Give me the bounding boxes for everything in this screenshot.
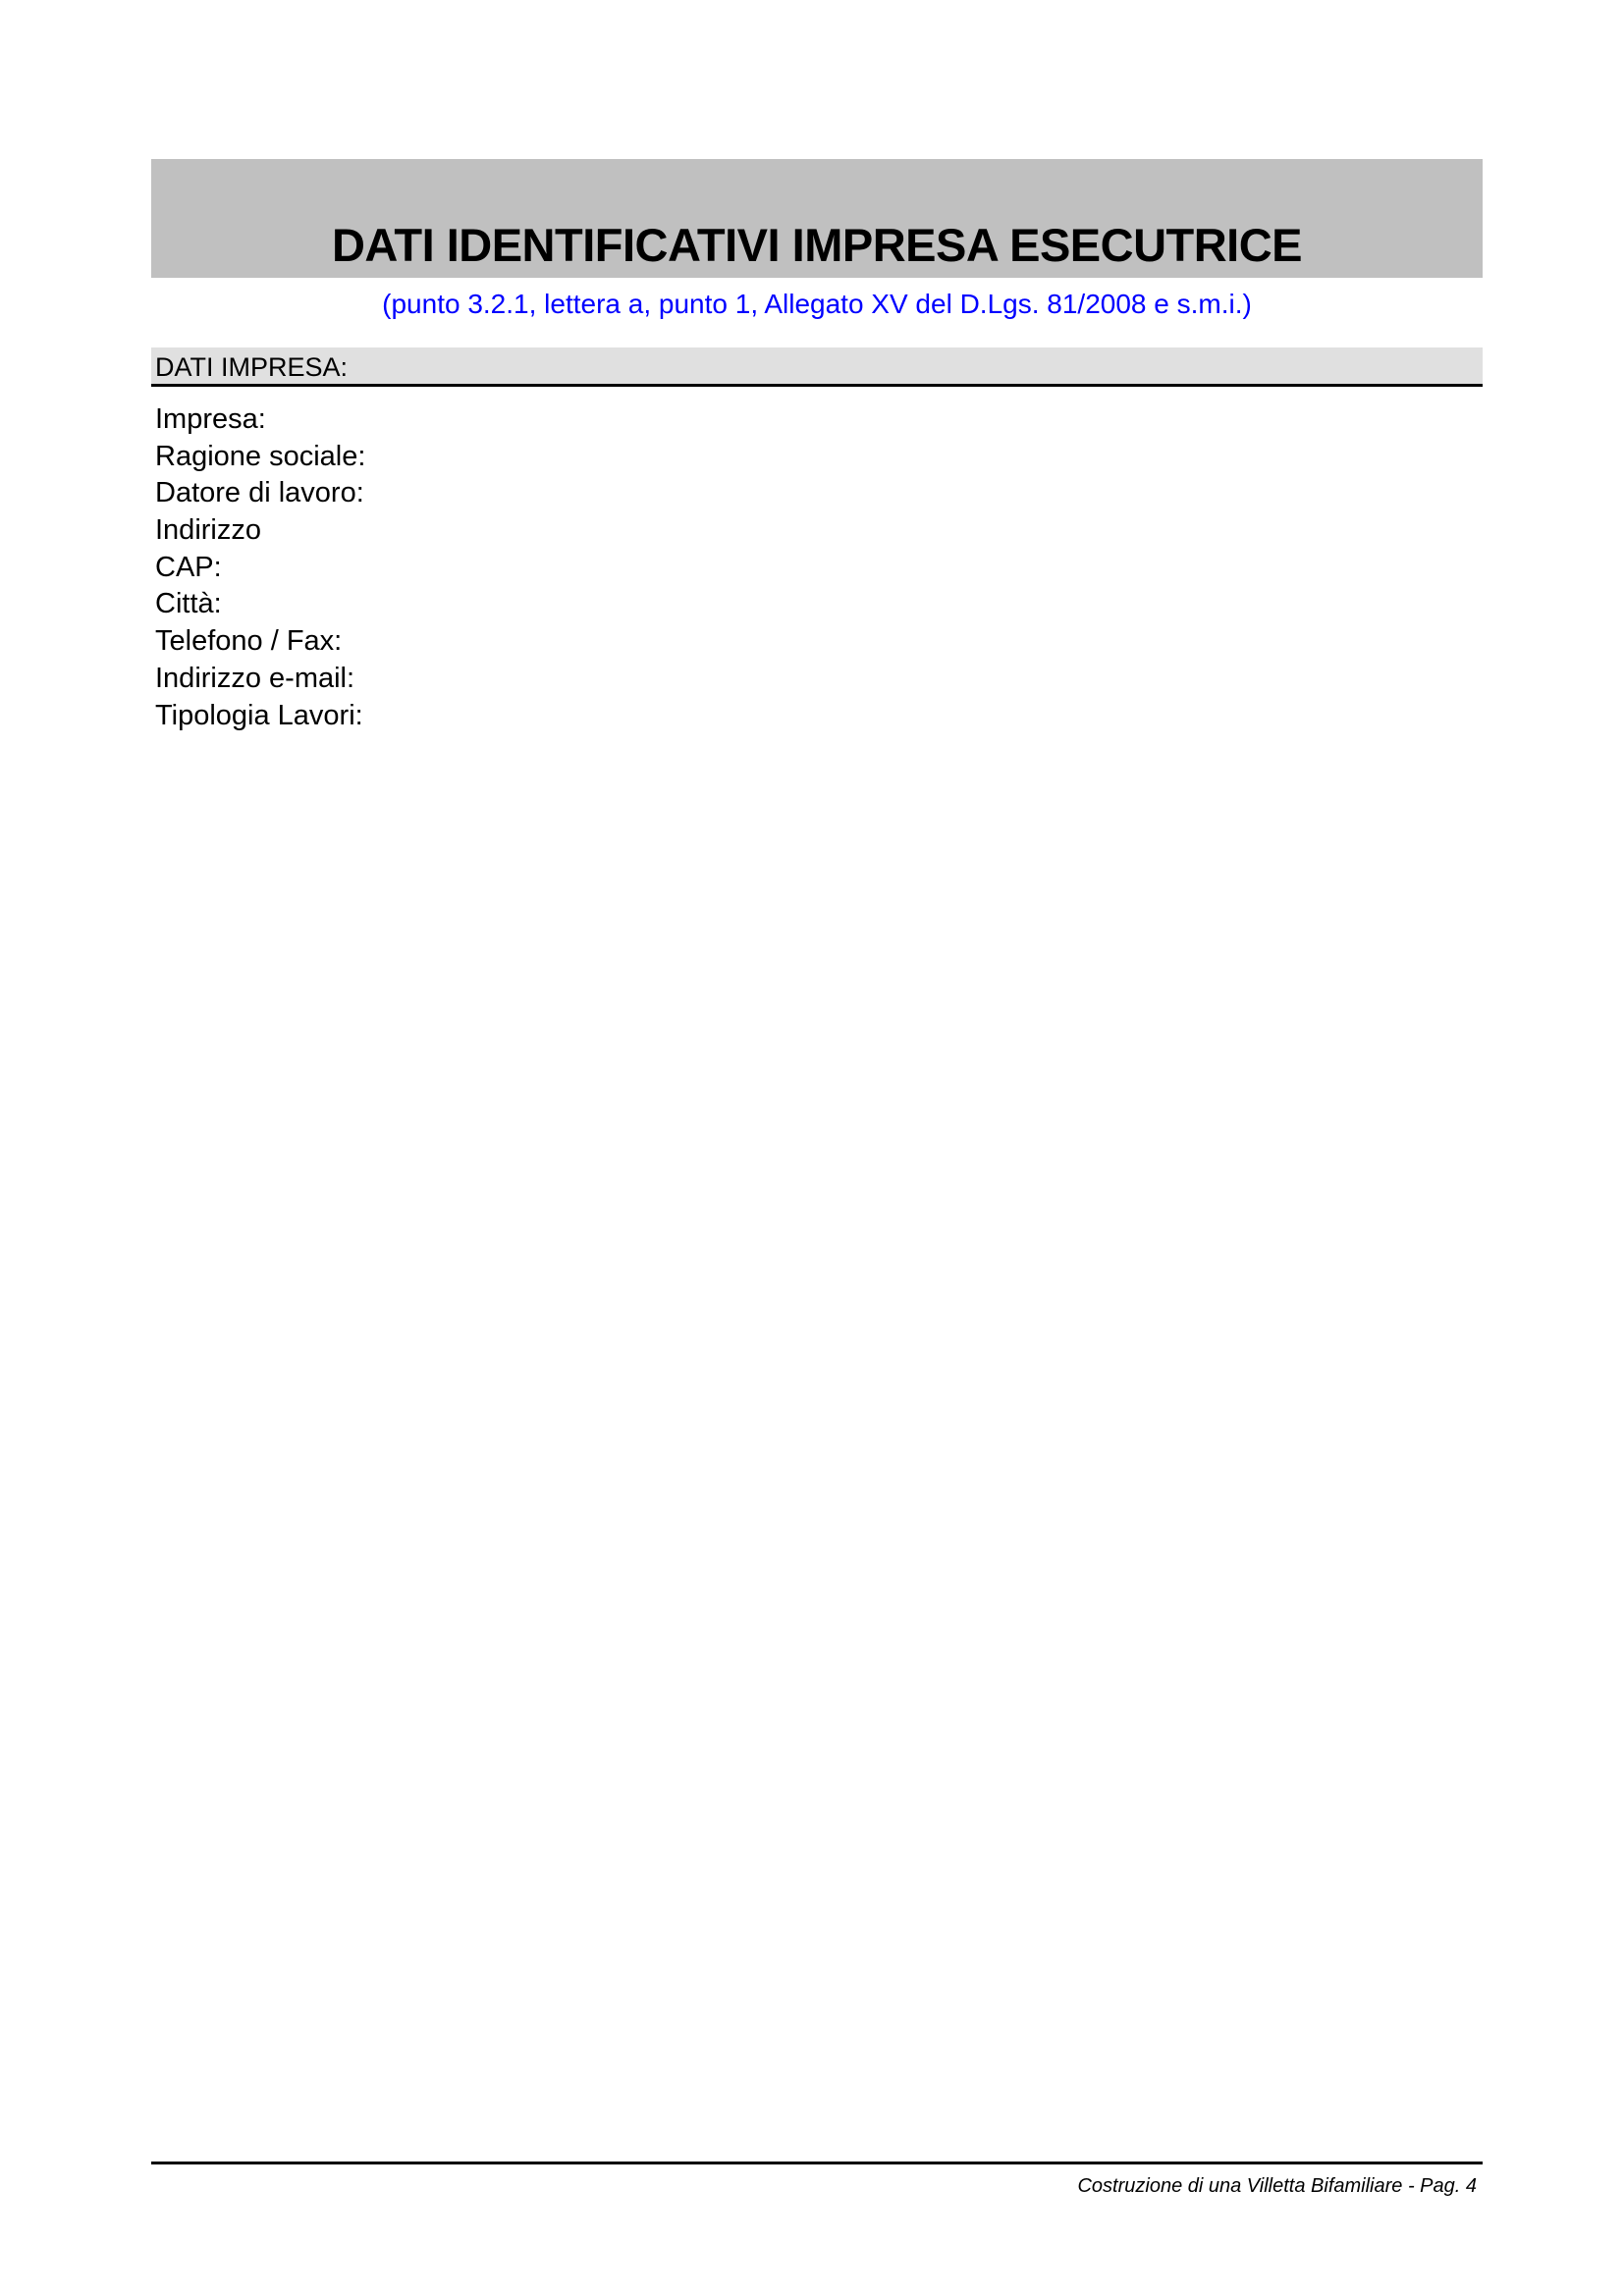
field-label-telefono-fax: Telefono / Fax: [155, 625, 343, 658]
company-fields-list [155, 401, 744, 734]
field-label-citta: Città: [155, 588, 222, 620]
section-header-label: DATI IMPRESA: [155, 352, 349, 382]
page-title: DATI IDENTIFICATIVI IMPRESA ESECUTRICE [331, 219, 1303, 271]
field-label-indirizzo: Indirizzo [155, 514, 261, 547]
field-label-datore-di-lavoro: Datore di lavoro: [155, 477, 364, 509]
footer-page-label: Costruzione di una Villetta Bifamiliare - Pag. 4 [1077, 2175, 1477, 2197]
field-label-tipologia-lavori: Tipologia Lavori: [155, 699, 363, 731]
field-label-indirizzo-email: Indirizzo e-mail: [155, 662, 355, 694]
footer-divider [151, 2162, 1483, 2164]
field-label-cap: CAP: [155, 551, 222, 583]
field-label-ragione-sociale: Ragione sociale: [155, 440, 366, 472]
section-header-dati-impresa [151, 347, 1483, 387]
page-subtitle: (punto 3.2.1, lettera a, punto 1, Allegato XV del D.Lgs. 81/2008 e s.m.i.) [382, 289, 1252, 319]
field-label-impresa: Impresa: [155, 403, 266, 435]
